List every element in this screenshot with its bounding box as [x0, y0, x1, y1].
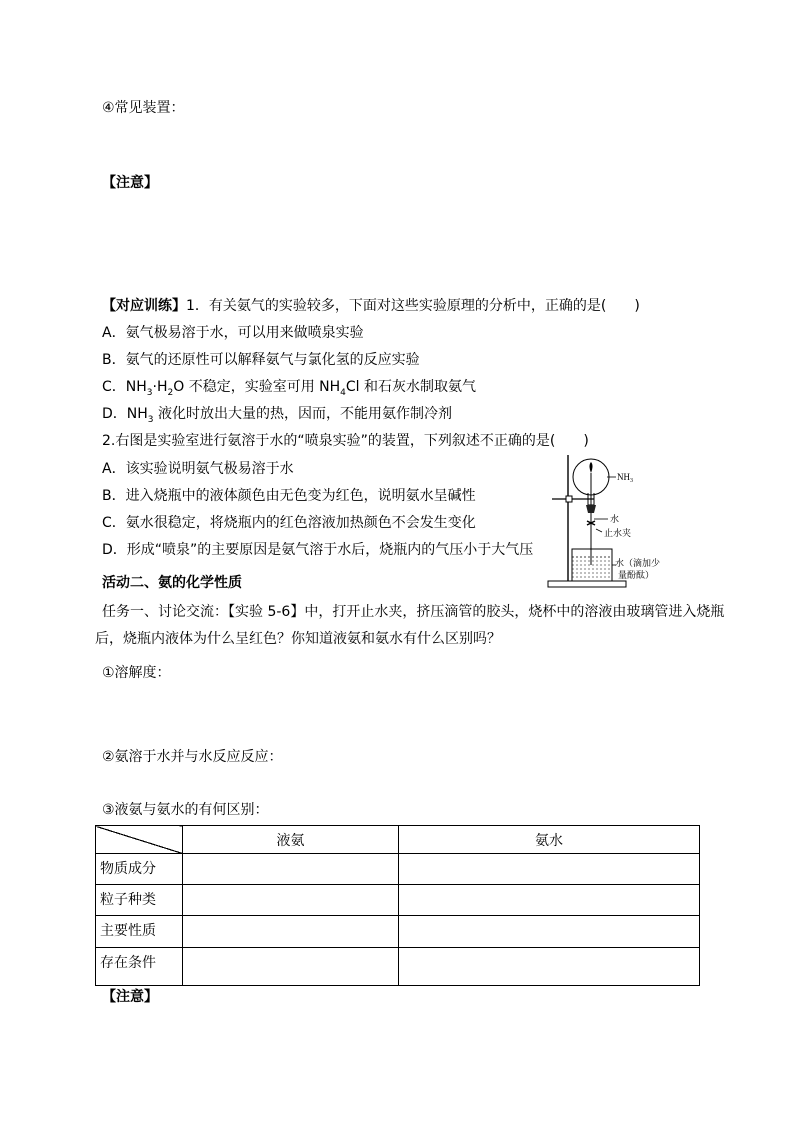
label-clamp: 止水夹: [604, 529, 632, 539]
stand-base: [548, 581, 626, 587]
row-label-properties: 主要性质: [96, 916, 183, 948]
fountain-experiment-apparatus: [544, 453, 684, 593]
q1-option-d: D．$NH_3$ 液化时放出大量的热，因而，不能用氨作制冷剂: [102, 406, 452, 425]
table-row: [96, 948, 700, 986]
table-cell: [183, 948, 399, 986]
common-device-label: ④常见装置：: [102, 100, 185, 116]
table-cell: [183, 854, 399, 885]
label-water: 水: [610, 515, 620, 525]
q1-stem: 1．有关氨气的实验较多，下面对这些实验原理的分析中，正确的是( ): [186, 298, 640, 314]
task-1-line-1: 任务一、讨论交流：【实验 5-6】中，打开止水夹，挤压滴管的胶头，烧杯中的溶液由玻璃管进入烧瓶: [102, 604, 725, 620]
header-liquid-ammonia: 液氨: [183, 826, 399, 854]
note-heading-1: 【注意】: [102, 175, 158, 191]
rubber-stopper: [586, 505, 596, 513]
label-beaker-1: 水（滴加少: [615, 559, 661, 569]
label-beaker-2: 量酚酞）: [618, 571, 655, 581]
table-header-row: [96, 826, 700, 854]
difference-label: ③液氨与氨水的有何区别：: [102, 802, 269, 818]
row-label-composition: 物质成分: [96, 854, 183, 885]
q2-option-a: A．该实验说明氨气极易溶于水: [102, 461, 294, 477]
q1-option-b: B．氨气的还原性可以解释氨气与氯化氢的反应实验: [102, 352, 420, 368]
q1-option-a: A．氨气极易溶于水，可以用来做喷泉实验: [102, 325, 364, 341]
activity-2-title: 活动二、氨的化学性质: [102, 575, 242, 591]
task-1-line-2: 后，烧瓶内液体为什么呈红色？你知道液氨和氨水有什么区别吗？: [95, 631, 501, 647]
note-heading-2: 【注意】: [102, 989, 158, 1005]
q2-option-d: D．形成“喷泉”的主要原因是氨气溶于水后，烧瓶内的气压小于大气压: [102, 542, 534, 558]
table-cell: [399, 916, 700, 948]
table-corner-cell: [96, 826, 183, 854]
row-label-conditions: 存在条件: [96, 948, 183, 986]
practice-question-1: [102, 297, 640, 315]
dropper-bulb: [590, 462, 593, 473]
table-row: [96, 854, 700, 885]
table-row: [96, 916, 700, 948]
q2-option-b: B．进入烧瓶中的液体颜色由无色变为红色，说明氨水呈碱性: [102, 488, 476, 504]
table-cell: [183, 916, 399, 948]
row-label-particles: 粒子种类: [96, 885, 183, 916]
q2-stem: 2.右图是实验室进行氨溶于水的“喷泉实验”的装置，下列叙述不正确的是( ): [102, 433, 589, 449]
label-nh3: $NH_3$: [617, 472, 633, 484]
header-ammonia-water: 氨水: [399, 826, 700, 854]
ammonia-water-reaction-label: ②氨溶于水并与水反应反应：: [102, 749, 283, 765]
table-row: [96, 885, 700, 916]
table-cell: [399, 885, 700, 916]
table-cell: [399, 948, 700, 986]
q1-option-c: C．$NH_3\cdot H_2O$ 不稳定，实验室可用 $NH_4Cl$ 和石灰水制取氨气: [102, 379, 477, 398]
comparison-table: [95, 825, 700, 986]
table-cell: [399, 854, 700, 885]
table-cell: [183, 885, 399, 916]
q2-option-c: C．氨水很稳定，将烧瓶内的红色溶液加热颜色不会发生变化: [102, 515, 476, 531]
practice-prefix: 【对应训练】: [102, 298, 186, 314]
solubility-label: ①溶解度：: [102, 665, 171, 681]
